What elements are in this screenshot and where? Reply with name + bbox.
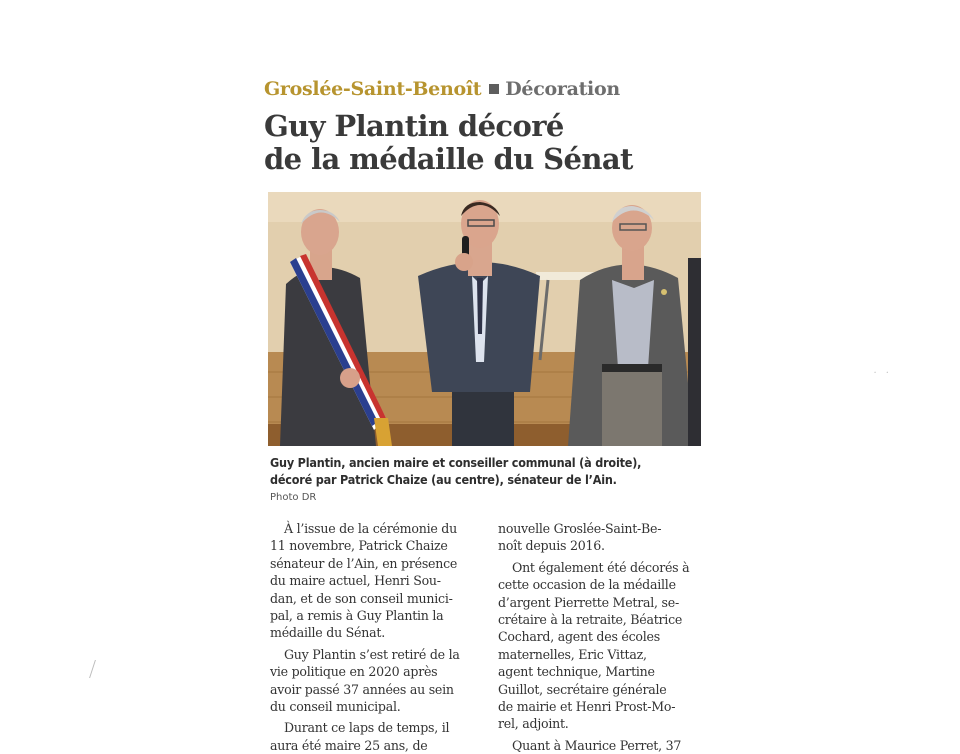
article-photo	[268, 192, 701, 446]
body-line: Durant ce laps de temps, il	[284, 720, 450, 736]
scan-artifact-dots: · ·	[873, 368, 892, 379]
body-line: maternelles, Eric Vittaz,	[498, 646, 647, 662]
body-line: d’argent Pierrette Metral, se-	[498, 594, 679, 610]
newspaper-clipping	[258, 70, 708, 753]
body-line: Ont également été décorés à	[512, 559, 690, 575]
body-line: À l’issue de la cérémonie du	[284, 521, 457, 536]
body-line: crétaire à la retraite, Béatrice	[498, 612, 683, 628]
body-line: agent technique, Martine	[498, 664, 655, 680]
ceremony-photo-illustration	[268, 192, 701, 446]
article-column-1	[270, 520, 485, 754]
caption-line-1: Guy Plantin, ancien maire et conseiller communal (à droite),	[270, 455, 642, 470]
headline-line-1: Guy Plantin décoré	[264, 109, 564, 143]
photo-caption	[270, 454, 710, 488]
kicker-rubric: Décoration	[505, 78, 620, 100]
body-line: Quant à Maurice Perret, 37	[512, 737, 682, 753]
body-line: dan, et de son conseil munici-	[270, 590, 453, 606]
body-line: noît depuis 2016.	[498, 538, 605, 554]
photo-credit: Photo DR	[270, 492, 317, 503]
body-line: Cochard, agent des écoles	[498, 629, 660, 645]
scan-artifact-mark	[89, 660, 101, 678]
body-line: 11 novembre, Patrick Chaize	[270, 538, 448, 554]
body-line: nouvelle Groslée-Saint-Be-	[498, 521, 662, 536]
headline-line-2: de la médaille du Sénat	[264, 142, 633, 176]
square-bullet-icon	[489, 84, 499, 94]
article-headline	[264, 110, 704, 176]
body-line: médaille du Sénat.	[270, 625, 385, 641]
section-kicker	[264, 78, 620, 100]
body-line: Guy Plantin s’est retiré de la	[284, 646, 460, 662]
caption-line-2: décoré par Patrick Chaize (au centre), sénateur de l’Ain.	[270, 472, 617, 487]
body-line: sénateur de l’Ain, en présence	[270, 555, 458, 571]
body-line: rel, adjoint.	[498, 716, 569, 732]
body-line: pal, a remis à Guy Plantin la	[270, 608, 444, 624]
body-line: avoir passé 37 années au sein	[270, 681, 454, 697]
kicker-place: Groslée-Saint-Benoît	[264, 78, 482, 100]
article-column-2	[498, 520, 713, 754]
body-line: Guillot, secrétaire générale	[498, 681, 667, 697]
body-line: du conseil municipal.	[270, 699, 401, 715]
body-line: cette occasion de la médaille	[498, 577, 676, 593]
body-line: de mairie et Henri Prost-Mo-	[498, 699, 676, 715]
body-line: vie politique en 2020 après	[270, 664, 438, 680]
body-line: du maire actuel, Henri Sou-	[270, 573, 441, 589]
body-line: aura été maire 25 ans, de	[270, 737, 428, 753]
